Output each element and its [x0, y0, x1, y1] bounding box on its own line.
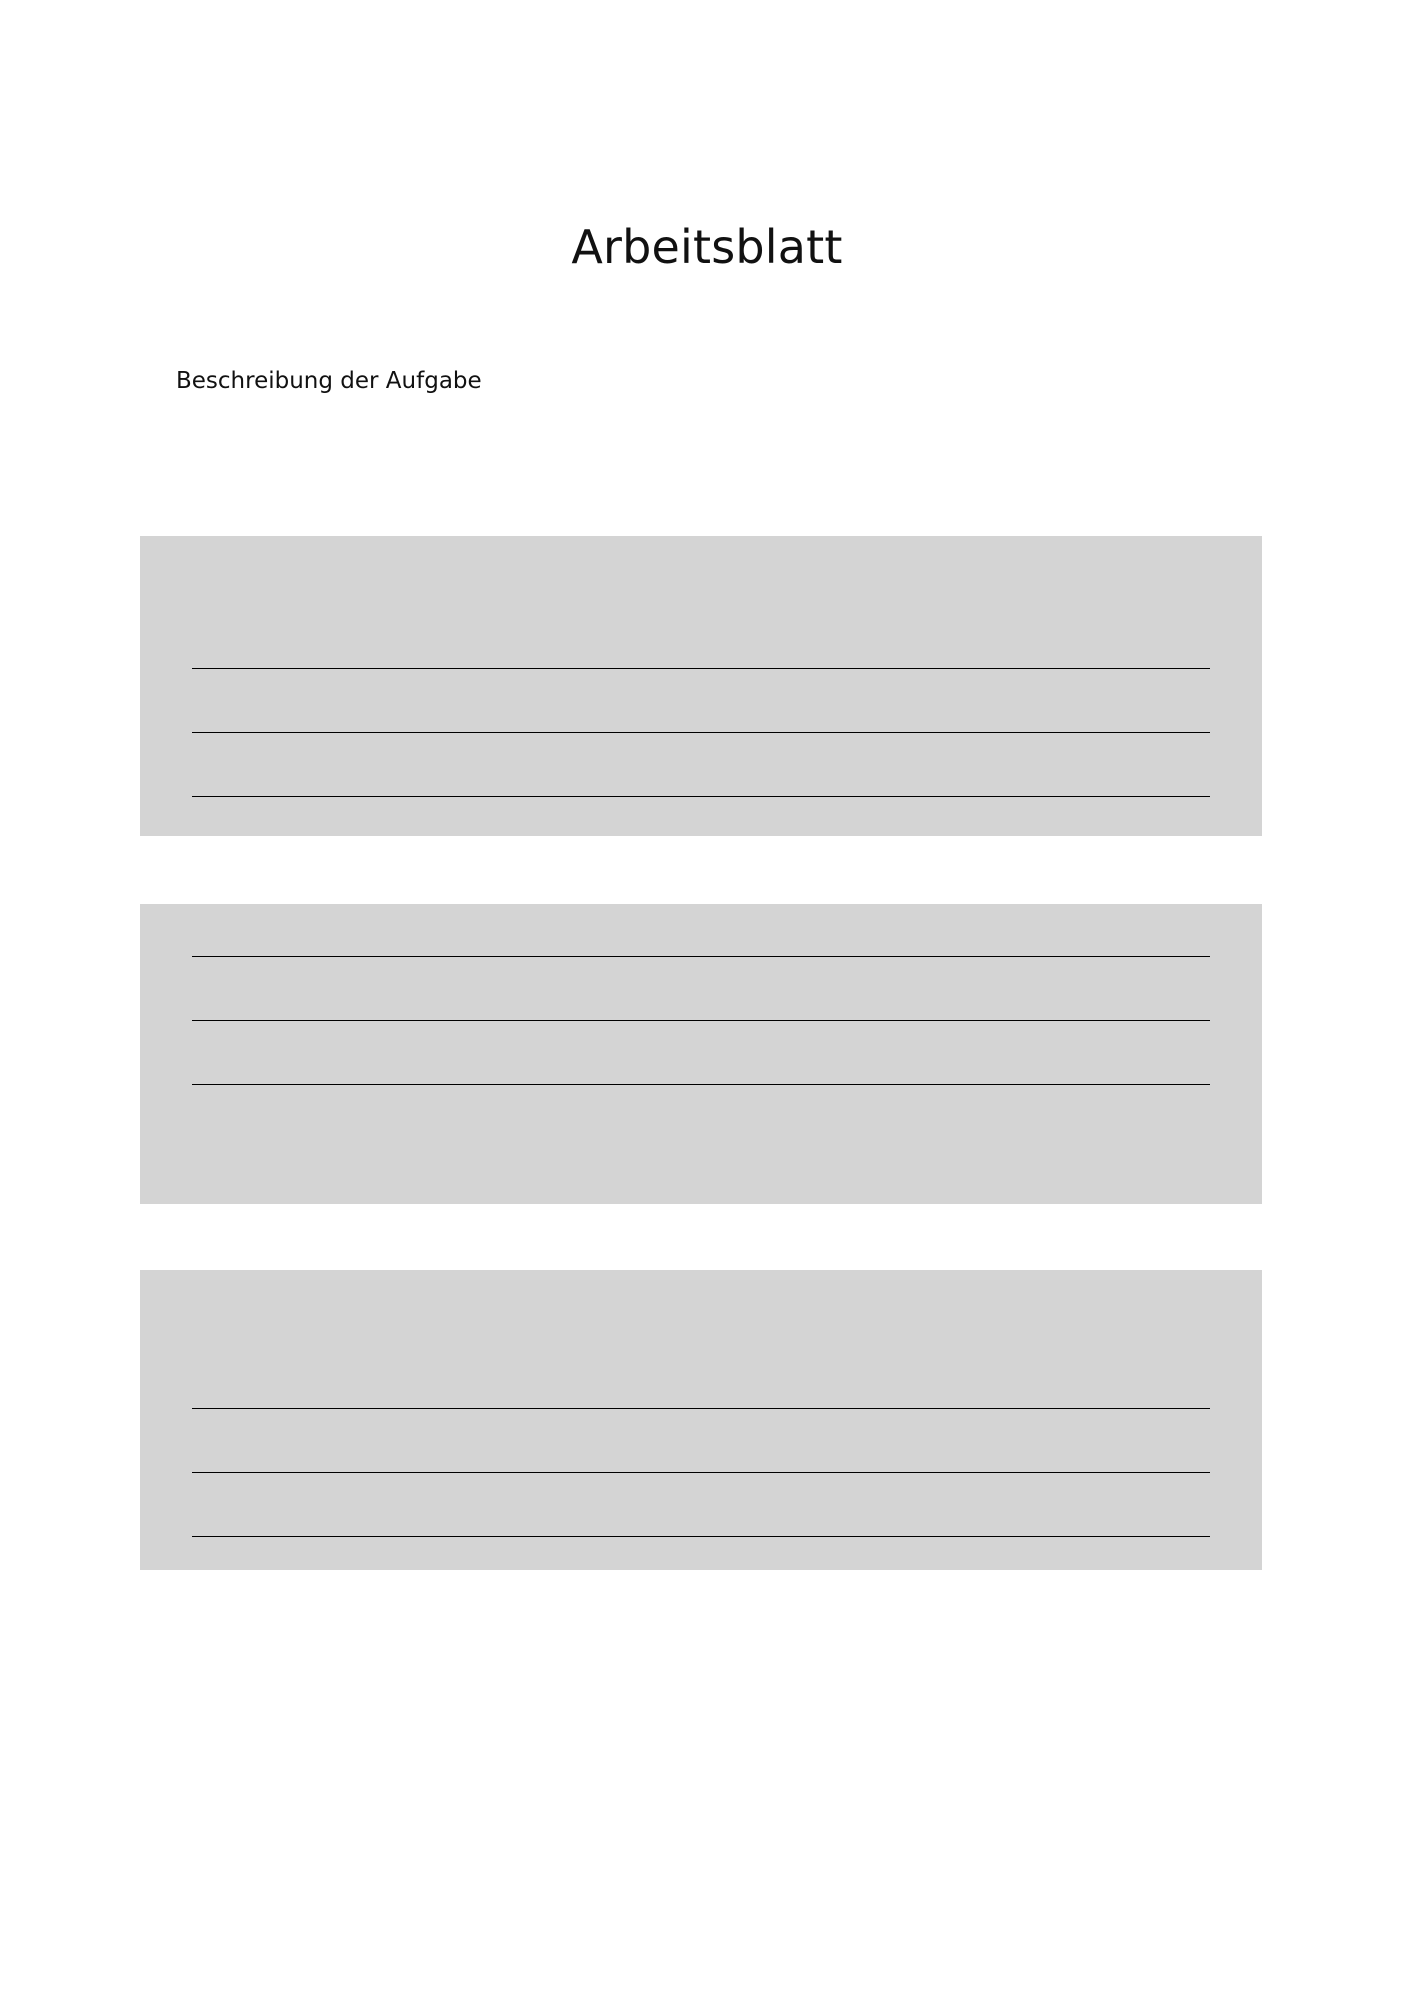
page-title: Arbeitsblatt	[571, 220, 843, 274]
answer-block-3[interactable]	[140, 1270, 1262, 1570]
writing-line	[192, 668, 1210, 669]
answer-block-1[interactable]	[140, 536, 1262, 836]
writing-lines	[192, 904, 1210, 1204]
writing-line	[192, 796, 1210, 797]
writing-line	[192, 732, 1210, 733]
writing-lines	[192, 536, 1210, 836]
writing-line	[192, 1408, 1210, 1409]
writing-lines	[192, 1270, 1210, 1570]
writing-line	[192, 956, 1210, 957]
writing-line	[192, 1472, 1210, 1473]
task-description-label: Beschreibung der Aufgabe	[176, 368, 482, 394]
writing-line	[192, 1536, 1210, 1537]
answer-block-2[interactable]	[140, 904, 1262, 1204]
writing-line	[192, 1084, 1210, 1085]
writing-line	[192, 1020, 1210, 1021]
